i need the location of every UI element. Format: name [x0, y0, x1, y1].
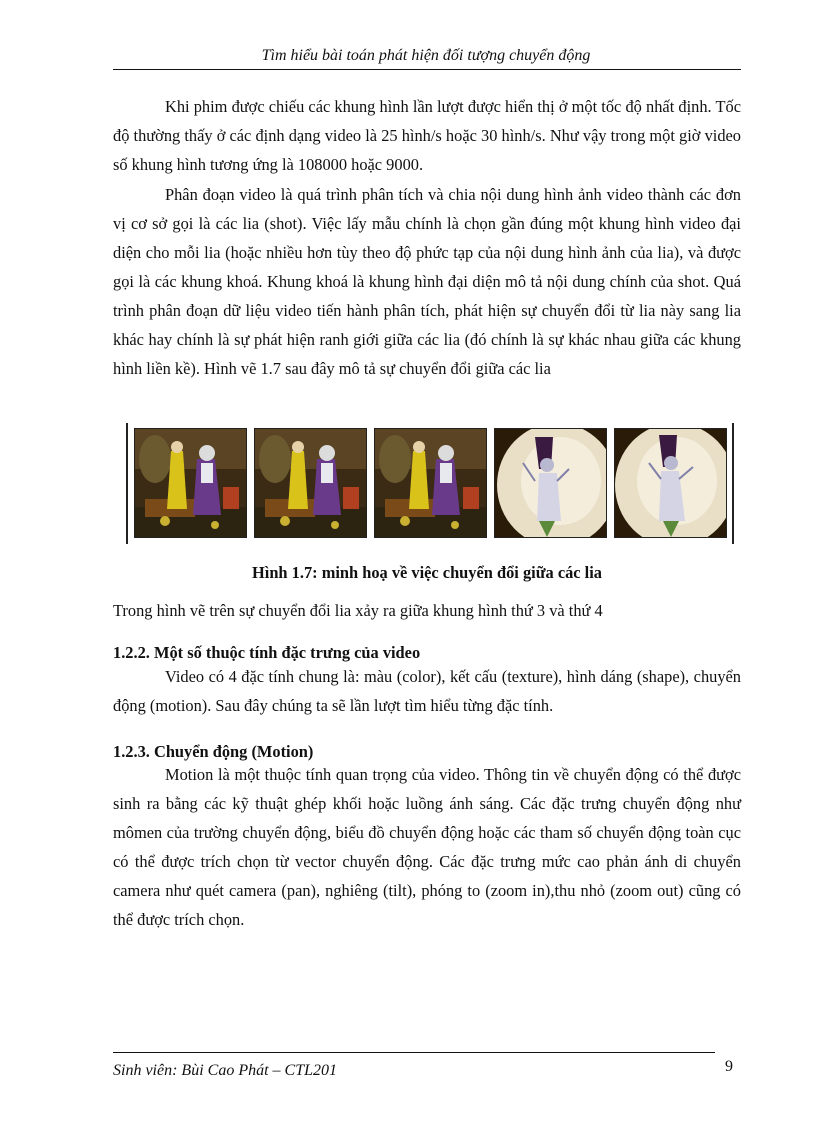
video-frame-5 — [614, 428, 727, 538]
shot-b-scene-image — [495, 429, 606, 537]
header-divider — [113, 69, 741, 70]
paragraph-frame-rate: Khi phim được chiếu các khung hình lần lượt được hiển thị ở một tốc độ nhất định. Tốc độ thường thấy ở các định dạng video là 25 hình/s hoặc 30 hình/s. Như vậy trong một giờ video số khung hình tương ứng là 108000 hoặc 9000. — [113, 97, 741, 174]
page-header-title: Tìm hiểu bài toán phát hiện đối tượng chuyển động — [261, 47, 591, 64]
paragraph-video-segmentation: Phân đoạn video là quá trình phân tích và chia nội dung hình ảnh video thành các đơn vị cơ sở gọi là các lia (shot). Việc lấy mẫu chính là chọn gần đúng một khung hình video đại diện cho mỗi lia (hoặc nhiều hơn tùy theo độ phức tạp của nội dung hình ảnh của lia), và được gọi là các khung khoá. Khung khoá là khung hình đại diện mô tả nội dung chính của shot. Quá trình phân đoạn dữ liệu video tiến hành phân tích, phát hiện sự chuyển đổi từ lia này sang lia khác hay chính là sự phát hiện ranh giới giữa các lia (đó chính là sự khác nhau giữa các khung hình liền kề). Hình vẽ 1.7 sau đây mô tả sự chuyển đổi giữa các lia — [113, 185, 741, 378]
footer-student-info: Sinh viên: Bùi Cao Phát – CTL201 — [113, 1062, 337, 1079]
video-frame-4 — [494, 428, 607, 538]
shot-a-scene-image — [135, 429, 246, 537]
video-frame-2 — [254, 428, 367, 538]
footer-divider — [113, 1052, 715, 1053]
section-heading-1-2-2: 1.2.2. Một số thuộc tính đặc trưng của video — [113, 643, 421, 662]
shot-b-scene-image — [615, 429, 726, 537]
figure-filmstrip — [126, 423, 734, 544]
shot-a-scene-image — [255, 429, 366, 537]
video-frame-3 — [374, 428, 487, 538]
paragraph-video-properties: Video có 4 đặc tính chung là: màu (color), kết cấu (texture), hình dáng (shape), chuyển động (motion). Sau đây chúng ta sẽ lần lượt tìm hiểu từng đặc tính. — [113, 667, 741, 715]
shot-a-scene-image — [375, 429, 486, 537]
paragraph-motion: Motion là một thuộc tính quan trọng của video. Thông tin về chuyển động có thể được sinh ra bằng các kỹ thuật ghép khối hoặc luồng ánh sáng. Các đặc trưng chuyển động như mômen của trường chuyển động, biểu đồ chuyển động hoặc các tham số chuyển động toàn cục có thể được trích chọn từ vector chuyển động. Các đặc trưng mức cao phản ánh di chuyển camera như quét camera (pan), nghiêng (tilt), phóng to (zoom in),thu nhỏ (zoom out) cũng có thể được trích chọn. — [113, 765, 741, 929]
section-heading-1-2-3: 1.2.3. Chuyển động (Motion) — [113, 742, 314, 761]
video-frame-1 — [134, 428, 247, 538]
paragraph-shot-change-note: Trong hình vẽ trên sự chuyển đổi lia xảy ra giữa khung hình thứ 3 và thứ 4 — [113, 601, 603, 620]
page-number: 9 — [725, 1058, 733, 1075]
figure-caption: Hình 1.7: minh hoạ về việc chuyển đổi giữa các lia — [252, 563, 602, 582]
